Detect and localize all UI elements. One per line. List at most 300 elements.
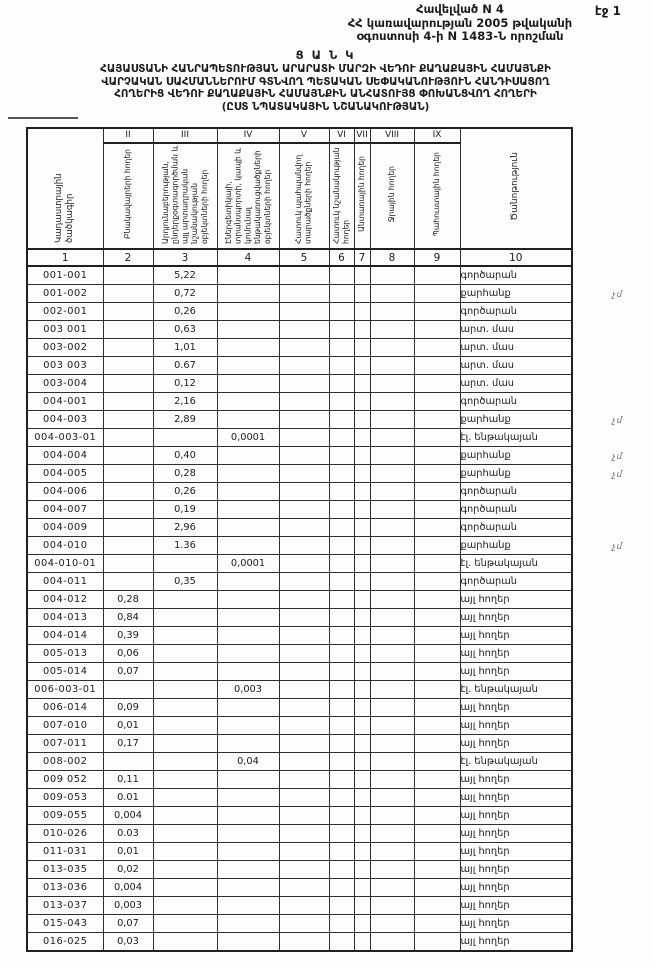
note-text: այլ հողեր [460,737,510,749]
value-cell [370,519,414,537]
value-cell [414,789,460,807]
note-cell [460,843,572,861]
value-cell [103,573,153,591]
note-text: գործարան [460,521,517,533]
value-cell [153,681,217,699]
value-cell [370,465,414,483]
value-cell [279,807,329,825]
cadastral-code-cell: 009-053 [27,789,103,807]
value-cell [103,681,153,699]
note-cell [460,789,572,807]
note-text: գործարան [460,575,517,587]
value-cell [153,771,217,789]
table-row [27,663,572,681]
table-row [27,843,572,861]
value-cell [414,393,460,411]
note-cell [460,663,572,681]
value-cell [414,933,460,952]
note-cell [460,645,572,663]
value-cell [217,861,279,879]
value-cell [279,339,329,357]
value-cell: 0,12 [153,375,217,393]
value-cell [329,357,354,375]
value-cell [329,465,354,483]
table-body [27,266,623,951]
value-cell [354,699,370,717]
value-cell [329,537,354,555]
value-cell [414,753,460,771]
value-cell [370,681,414,699]
note-cell [460,321,572,339]
value-cell [370,393,414,411]
value-cell [354,555,370,573]
value-cell [103,393,153,411]
value-cell [414,609,460,627]
value-cell [370,555,414,573]
value-cell: 0,63 [153,321,217,339]
table-row [27,861,572,879]
value-cell [153,645,217,663]
value-cell [279,825,329,843]
cadastral-code-cell: 013-036 [27,879,103,897]
title-line: ՀՈՂԵՐԻՑ ՎԵԴՈՒ ՔԱՂԱՔԱՅԻՆ ՀԱՄԱՅՆՔԻՆ ԱՆՀԱՏՈՒՅՑ ՓՈԽԱՆՑՎՈՂ ՀՈՂԵՐԻ [114,88,537,100]
value-cell [217,843,279,861]
col-num-10: 10 [460,249,572,266]
value-cell [414,321,460,339]
table-row [27,375,572,393]
value-cell [414,573,460,591]
note-text: արտ. մաս [460,341,514,353]
value-cell [217,771,279,789]
cadastral-code-cell: 013-037 [27,897,103,915]
value-cell: 0,26 [153,483,217,501]
value-cell [414,465,460,483]
table-row [27,303,572,321]
value-cell [370,609,414,627]
value-cell [217,519,279,537]
margin-mark: չմ [612,542,623,552]
value-cell [217,357,279,375]
value-cell [370,663,414,681]
value-cell [370,645,414,663]
value-cell: 0,0001 [217,555,279,573]
value-cell [217,645,279,663]
value-cell [414,411,460,429]
value-cell [370,861,414,879]
value-cell [414,897,460,915]
table-row [27,609,572,627]
note-cell [460,699,572,717]
note-cell [460,411,623,429]
appendix-reference [265,3,655,44]
col-num-6: 6 [329,249,354,266]
value-cell [354,645,370,663]
value-cell [217,591,279,609]
value-cell [414,537,460,555]
value-cell [279,501,329,519]
note-text: այլ հողեր [460,935,510,947]
appendix-line: ՀՀ կառավարության 2005 թվականի [347,15,573,30]
value-cell [329,681,354,699]
value-cell [414,645,460,663]
table-row [27,266,572,285]
table-row [27,753,572,771]
value-cell [414,483,460,501]
value-cell [217,897,279,915]
value-cell [414,285,460,303]
value-cell [414,555,460,573]
value-cell: 0,06 [103,645,153,663]
value-cell [414,357,460,375]
value-cell [370,321,414,339]
value-cell [103,447,153,465]
value-cell [217,699,279,717]
value-cell [354,447,370,465]
note-text: արտ. մաս [460,377,514,389]
value-cell [279,321,329,339]
value-cell [153,915,217,933]
value-cell [329,339,354,357]
title-line: ՎԱՐՉԱԿԱՆ ՍԱՀՄԱՆՆԵՐՈՒՄ ԳՏՆՎՈՂ ՊԵՏԱԿԱՆ ՍԵՓԱԿԱՆՈՒԹՅՈՒՆ ՀԱՆԴԻՍԱՑՈՂ [101,75,550,88]
value-cell [414,807,460,825]
note-cell [460,483,572,501]
value-cell [217,627,279,645]
value-cell [279,429,329,447]
note-cell [460,591,572,609]
value-cell [217,303,279,321]
table-row [27,933,572,952]
note-cell [460,609,572,627]
value-cell [153,663,217,681]
cadastral-code-cell: 013-035 [27,861,103,879]
value-cell [354,375,370,393]
value-cell [370,537,414,555]
note-text: այլ հողեր [460,791,510,803]
value-cell: 0,003 [217,681,279,699]
value-cell [329,735,354,753]
value-cell: 2,96 [153,519,217,537]
roman-VI: VI [329,128,354,143]
value-cell [370,789,414,807]
value-cell [414,663,460,681]
value-cell [279,303,329,321]
value-cell: 0.67 [153,357,217,375]
value-cell [329,879,354,897]
table-row [27,735,572,753]
value-cell [329,285,354,303]
cadastral-code-cell: 007-010 [27,717,103,735]
value-cell [217,321,279,339]
value-cell [414,339,460,357]
note-cell [460,447,623,465]
value-cell [414,771,460,789]
value-cell [217,465,279,483]
note-cell [460,537,623,555]
note-text: այլ հողեր [460,629,510,641]
value-cell [329,321,354,339]
value-cell: 0,19 [153,501,217,519]
value-cell [279,753,329,771]
header-protected-areas-lands: Հատուկ պահպանվող տարածքների հողեր [279,143,329,249]
note-text: այլ հողեր [460,593,510,605]
col-num-2: 2 [103,249,153,266]
value-cell [354,285,370,303]
value-cell [414,501,460,519]
value-cell [354,609,370,627]
value-cell [103,266,153,285]
value-cell [354,933,370,952]
cadastral-code-cell: 001-002 [27,285,103,303]
value-cell [354,879,370,897]
note-cell [460,266,572,285]
value-cell: 0,39 [103,627,153,645]
value-cell [153,699,217,717]
value-cell [354,789,370,807]
table-row [27,771,572,789]
value-cell: 0,01 [103,717,153,735]
value-cell [279,375,329,393]
value-cell [153,879,217,897]
value-cell [329,897,354,915]
table-row [27,717,572,735]
value-cell [329,519,354,537]
value-cell [279,663,329,681]
value-cell [370,266,414,285]
land-transfer-table [26,127,623,952]
value-cell [354,807,370,825]
value-cell [279,843,329,861]
value-cell: 0,09 [103,699,153,717]
value-cell [153,591,217,609]
value-cell [103,465,153,483]
note-text: արտ. մաս [460,323,514,335]
value-cell [217,609,279,627]
roman-V: V [279,128,329,143]
note-text: այլ հողեր [460,647,510,659]
table-row [27,339,572,357]
value-cell [103,303,153,321]
header-settlement-lands: Բնակավայրերի հողեր [103,143,153,249]
table-row [27,645,572,663]
value-cell [279,357,329,375]
cadastral-code-cell: 005-014 [27,663,103,681]
col-num-3: 3 [153,249,217,266]
value-cell [354,357,370,375]
value-cell [329,555,354,573]
list-heading: Ց Ա Ն Կ [295,48,356,62]
value-cell [354,393,370,411]
col-num-5: 5 [279,249,329,266]
value-cell [279,771,329,789]
table-row [27,321,572,339]
value-cell: 5,22 [153,266,217,285]
value-cell: 0,004 [103,879,153,897]
value-cell [279,609,329,627]
value-cell [414,375,460,393]
note-text: այլ հողեր [460,719,510,731]
value-cell [370,933,414,952]
table-row [27,591,572,609]
margin-mark: չմ [612,416,623,426]
value-cell [414,843,460,861]
note-cell [460,861,572,879]
cadastral-code-cell: 004-011 [27,573,103,591]
table-row [27,699,572,717]
value-cell [370,375,414,393]
value-cell [279,627,329,645]
cadastral-code-cell: 006-003-01 [27,681,103,699]
value-cell [217,339,279,357]
value-cell: 0,28 [153,465,217,483]
cadastral-code-cell: 004-005 [27,465,103,483]
value-cell [354,735,370,753]
value-cell [414,699,460,717]
value-cell [370,591,414,609]
cadastral-code-cell: 004-010-01 [27,555,103,573]
value-cell: 0.03 [103,825,153,843]
value-cell [414,717,460,735]
value-cell [279,393,329,411]
note-cell [460,285,623,303]
value-cell: 2,16 [153,393,217,411]
value-cell: 0,02 [103,861,153,879]
value-cell [153,807,217,825]
note-cell [460,357,572,375]
value-cell [329,663,354,681]
value-cell [370,429,414,447]
value-cell [279,285,329,303]
header-water-lands: Ջրային հողեր [370,143,414,249]
cadastral-code-cell: 002-001 [27,303,103,321]
note-cell [460,681,572,699]
value-cell [217,411,279,429]
value-cell [414,591,460,609]
value-cell [279,699,329,717]
value-cell [414,915,460,933]
cadastral-code-cell: 005-013 [27,645,103,663]
value-cell [329,375,354,393]
value-cell [370,447,414,465]
value-cell: 0,40 [153,447,217,465]
value-cell [279,483,329,501]
value-cell [370,573,414,591]
value-cell [103,537,153,555]
note-cell [460,897,572,915]
appendix-line: Հավելված N 4 [416,2,504,16]
col-num-7: 7 [354,249,370,266]
value-cell [153,789,217,807]
col-num-8: 8 [370,249,414,266]
value-cell [103,339,153,357]
appendix-line: օգոստոսի 4-ի N 1483-Ն որոշման [356,29,564,43]
table-row [27,627,572,645]
value-cell [370,771,414,789]
value-cell [217,807,279,825]
value-cell [354,303,370,321]
value-cell [354,861,370,879]
note-text: էլ. ենթակայան [460,683,538,695]
value-cell [370,735,414,753]
value-cell [279,573,329,591]
value-cell [354,591,370,609]
value-cell [279,879,329,897]
value-cell [103,519,153,537]
value-cell [354,825,370,843]
note-text: այլ հողեր [460,809,510,821]
value-cell [217,573,279,591]
title-line: ՀԱՅԱՍՏԱՆԻ ՀԱՆՐԱՊԵՏՈՒԹՅԱՆ ԱՐԱՐԱՏԻ ՄԱՐԶԻ ՎԵԴՈՒ ՔԱՂԱՔԱՅԻՆ ՀԱՄԱՅՆՔԻ [100,63,551,75]
note-cell [460,735,572,753]
cadastral-code-cell: 004-003-01 [27,429,103,447]
value-cell: 0,07 [103,663,153,681]
header-energy-transport-lands: Էներգետիկայի, տրանսպորտի, կապի և կոմունալ ենթակառուցվածքների օբյեկտների հողեր [217,143,279,249]
value-cell: 0,35 [153,573,217,591]
value-cell: 0,26 [153,303,217,321]
table-row [27,825,572,843]
roman-III: III [153,128,217,143]
note-text: այլ հողեր [460,827,510,839]
note-text: էլ. ենթակայան [460,557,538,569]
note-cell [460,915,572,933]
value-cell [370,339,414,357]
roman-VIII: VIII [370,128,414,143]
cadastral-code-cell: 004-014 [27,627,103,645]
value-cell [329,807,354,825]
note-text: արտ. մաս [460,359,514,371]
value-cell [217,915,279,933]
value-cell: 0,84 [103,609,153,627]
value-cell [354,753,370,771]
header-industrial-lands: Արդյունաբերության, ընդերքօգտագործման և այլ արտադրական նշանակության օբյեկտների հողեր [153,143,217,249]
note-text: գործարան [460,395,517,407]
value-cell [153,609,217,627]
value-cell [279,933,329,952]
value-cell: 0,72 [153,285,217,303]
value-cell [370,717,414,735]
value-cell [153,753,217,771]
col-num-4: 4 [217,249,279,266]
value-cell [354,663,370,681]
value-cell [217,501,279,519]
note-cell [460,555,572,573]
value-cell [103,285,153,303]
note-cell [460,771,572,789]
value-cell [103,483,153,501]
table-row [27,537,572,555]
value-cell [279,735,329,753]
value-cell [414,447,460,465]
note-cell [460,339,572,357]
value-cell: 0,04 [217,753,279,771]
value-cell [329,303,354,321]
col-num-1: 1 [27,249,103,266]
table-row [27,915,572,933]
value-cell [414,861,460,879]
value-cell [329,627,354,645]
value-cell [103,501,153,519]
value-cell [370,303,414,321]
note-text: քարհանք [460,287,511,299]
cadastral-code-cell: 004-009 [27,519,103,537]
value-cell [354,537,370,555]
value-cell [217,663,279,681]
value-cell [354,681,370,699]
value-cell [217,933,279,952]
cadastral-code-cell: 004-010 [27,537,103,555]
cadastral-code-cell: 009 052 [27,771,103,789]
page-number: էջ 1 [594,4,621,18]
note-cell [460,627,572,645]
